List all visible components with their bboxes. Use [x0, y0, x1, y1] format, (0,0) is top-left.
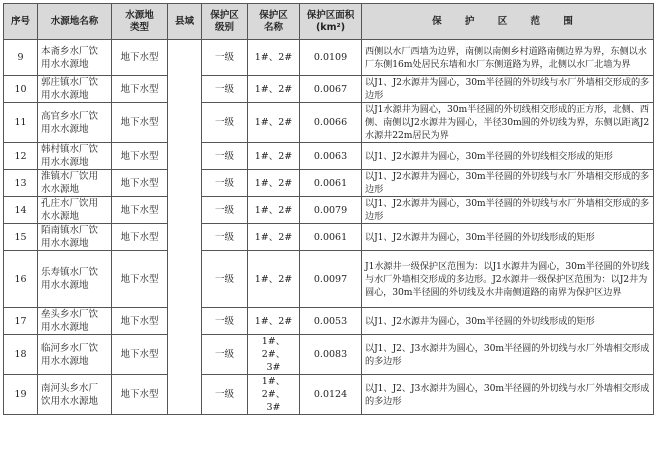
cell-name-line1: 垒头乡水厂饮 [41, 309, 99, 320]
cell-type: 地下水型 [112, 375, 168, 415]
cell-zone-line2: 3# [266, 362, 281, 373]
cell-name-line1: 陌南镇水厂饮 [41, 225, 99, 236]
cell-name-line2: 用水水源地 [41, 90, 89, 101]
cell-name-line2: 饮用水水源地 [41, 395, 99, 407]
cell-seq: 14 [4, 197, 38, 224]
cell-name-line1: 孔庄水厂饮用 [41, 198, 99, 209]
cell-name-line2: 用水水源地 [41, 322, 89, 333]
cell-name-line1: 乐寿镇水厂饮 [41, 267, 99, 278]
table-row [4, 335, 654, 375]
water-source-protection-table [3, 3, 654, 415]
cell-type: 地下水型 [112, 143, 168, 170]
cell-type: 地下水型 [112, 251, 168, 308]
cell-type: 地下水型 [112, 76, 168, 103]
cell-area: 0.0061 [300, 170, 362, 197]
cell-type: 地下水型 [112, 308, 168, 335]
cell-range: 以J1、J2、J3水源井为圆心，30m半径圆的外切线与水厂外墙相交形成的多边形 [362, 375, 654, 415]
cell-area: 0.0053 [300, 308, 362, 335]
table-row [4, 143, 654, 170]
cell-zone-line2: 3# [266, 402, 281, 413]
cell-name-line2: 用水水源地 [41, 355, 89, 367]
cell-level: 一级 [202, 335, 248, 375]
cell-seq: 9 [4, 40, 38, 76]
header-seq: 序号 [4, 4, 38, 40]
cell-range: 西侧以水厂西墙为边界，南侧以南侧乡村道路南侧边界为界，东侧以水厂东侧16m处居民东墙和水厂东侧道路为界，北侧以水厂北墙为界 [362, 40, 654, 76]
cell-range: 以J1、J2、J3水源井为圆心，30m半径圆的外切线与水厂外墙相交形成的多边形 [362, 335, 654, 375]
cell-name [38, 170, 112, 197]
cell-zone: 1#、2# [248, 224, 300, 251]
table-row [4, 224, 654, 251]
cell-range: 以J1、J2水源井为圆心，30m半径圆的外切线形成的矩形 [362, 308, 654, 335]
cell-range: 以J1、J2水源井为圆心，30m半径圆的外切线与水厂外墙相交形成的多边形 [362, 170, 654, 197]
header-type-line1: 水源地 [125, 9, 154, 21]
header-type [112, 4, 168, 40]
table-row [4, 308, 654, 335]
cell-county [168, 40, 202, 415]
cell-seq: 19 [4, 375, 38, 415]
table-row [4, 40, 654, 76]
cell-name [38, 224, 112, 251]
cell-seq: 10 [4, 76, 38, 103]
cell-zone: 1#、2# [248, 170, 300, 197]
cell-level: 一级 [202, 375, 248, 415]
cell-area: 0.0109 [300, 40, 362, 76]
cell-name-line2: 水水源地 [41, 184, 80, 195]
cell-name [38, 335, 112, 375]
cell-area: 0.0061 [300, 224, 362, 251]
cell-range: 以J1、J2水源井为圆心，30m半径圆的外切线形成的矩形 [362, 224, 654, 251]
header-area [300, 4, 362, 40]
cell-range: 以J1水源井为圆心，30m半径圆的外切线相交形成的正方形，北侧、西侧、南侧以J2水源井为圆心，半径30m圆的外切线为界，东侧以距离J2水源井22m居民为界 [362, 103, 654, 143]
header-level-line2: 级别 [214, 21, 234, 33]
cell-zone: 1#、2# [248, 76, 300, 103]
cell-seq: 12 [4, 143, 38, 170]
cell-level: 一级 [202, 224, 248, 251]
table-container [3, 3, 653, 415]
header-zone [248, 4, 300, 40]
header-area-line1: 保护区面积 [306, 9, 355, 21]
cell-seq: 17 [4, 308, 38, 335]
cell-name-line2: 用水水源地 [41, 157, 89, 168]
cell-name-line2: 用水水源地 [41, 280, 89, 291]
table-row [4, 103, 654, 143]
cell-name-line2: 用水水源地 [41, 123, 89, 135]
cell-name [38, 76, 112, 103]
table-row [4, 170, 654, 197]
cell-name [38, 103, 112, 143]
cell-level: 一级 [202, 197, 248, 224]
cell-range: J1水源井一级保护区范围为：以J1水源井为圆心，30m半径圆的外切线与水厂外墙相交形成的多边形。J2水源井一级保护区范围为：以J2井为圆心，30m半径圆的外切线及水井南侧道路的南界为保护区边界 [362, 251, 654, 308]
cell-name-line2: 水水源地 [41, 211, 80, 222]
table-row [4, 375, 654, 415]
cell-name-line1: 韩村镇水厂饮 [41, 144, 99, 155]
header-zone-line2: 名称 [263, 21, 283, 33]
cell-zone [248, 375, 300, 415]
cell-range: 以J1、J2水源井为圆心，30m半径圆的外切线相交形成的矩形 [362, 143, 654, 170]
header-type-line2: 类型 [129, 21, 149, 33]
cell-area: 0.0097 [300, 251, 362, 308]
cell-zone: 1#、2# [248, 103, 300, 143]
table-row [4, 76, 654, 103]
cell-zone [248, 335, 300, 375]
cell-name-line1: 淮镇水厂饮用 [41, 171, 99, 182]
cell-type: 地下水型 [112, 197, 168, 224]
cell-name [38, 375, 112, 415]
cell-type: 地下水型 [112, 103, 168, 143]
cell-type: 地下水型 [112, 224, 168, 251]
cell-area: 0.0124 [300, 375, 362, 415]
cell-type: 地下水型 [112, 170, 168, 197]
cell-area: 0.0079 [300, 197, 362, 224]
cell-seq: 15 [4, 224, 38, 251]
cell-zone-line1: 1#、2#、 [261, 376, 286, 400]
cell-name [38, 308, 112, 335]
cell-seq: 13 [4, 170, 38, 197]
cell-level: 一级 [202, 251, 248, 308]
cell-type: 地下水型 [112, 40, 168, 76]
header-county: 县域 [168, 4, 202, 40]
header-level [202, 4, 248, 40]
header-range: 保 护 区 范 围 [362, 4, 654, 40]
cell-level: 一级 [202, 143, 248, 170]
cell-zone-line1: 1#、2#、 [261, 336, 286, 360]
cell-level: 一级 [202, 170, 248, 197]
cell-name-line2: 用水水源地 [41, 238, 89, 249]
header-area-line2: (km²) [315, 21, 346, 33]
header-zone-line1: 保护区 [259, 9, 288, 21]
cell-area: 0.0067 [300, 76, 362, 103]
table-header-row [4, 4, 654, 40]
cell-name-line1: 南河头乡水厂 [41, 382, 99, 394]
cell-seq: 18 [4, 335, 38, 375]
cell-seq: 11 [4, 103, 38, 143]
cell-area: 0.0066 [300, 103, 362, 143]
cell-name-line1: 临河乡水厂饮 [41, 342, 99, 354]
cell-name [38, 143, 112, 170]
cell-range: 以J1、J2水源井为圆心，30m半径圆的外切线与水厂外墙相交形成的多边形 [362, 197, 654, 224]
cell-name [38, 40, 112, 76]
cell-name-line2: 用水水源地 [41, 58, 89, 70]
cell-type: 地下水型 [112, 335, 168, 375]
cell-seq: 16 [4, 251, 38, 308]
cell-level: 一级 [202, 40, 248, 76]
cell-level: 一级 [202, 308, 248, 335]
cell-name [38, 197, 112, 224]
cell-area: 0.0063 [300, 143, 362, 170]
cell-range: 以J1、J2水源井为圆心，30m半径圆的外切线与水厂外墙相交形成的多边形 [362, 76, 654, 103]
cell-zone: 1#、2# [248, 40, 300, 76]
table-row [4, 251, 654, 308]
cell-area: 0.0083 [300, 335, 362, 375]
table-row [4, 197, 654, 224]
cell-zone: 1#、2# [248, 197, 300, 224]
header-level-line1: 保护区 [210, 9, 239, 21]
cell-name-line1: 郭庄镇水厂饮 [41, 77, 99, 88]
header-name: 水源地名称 [38, 4, 112, 40]
cell-name-line1: 本斋乡水厂饮 [41, 45, 99, 57]
cell-name [38, 251, 112, 308]
cell-level: 一级 [202, 76, 248, 103]
cell-zone: 1#、2# [248, 251, 300, 308]
cell-level: 一级 [202, 103, 248, 143]
cell-zone: 1#、2# [248, 308, 300, 335]
cell-zone: 1#、2# [248, 143, 300, 170]
cell-name-line1: 高官乡水厂饮 [41, 110, 99, 122]
